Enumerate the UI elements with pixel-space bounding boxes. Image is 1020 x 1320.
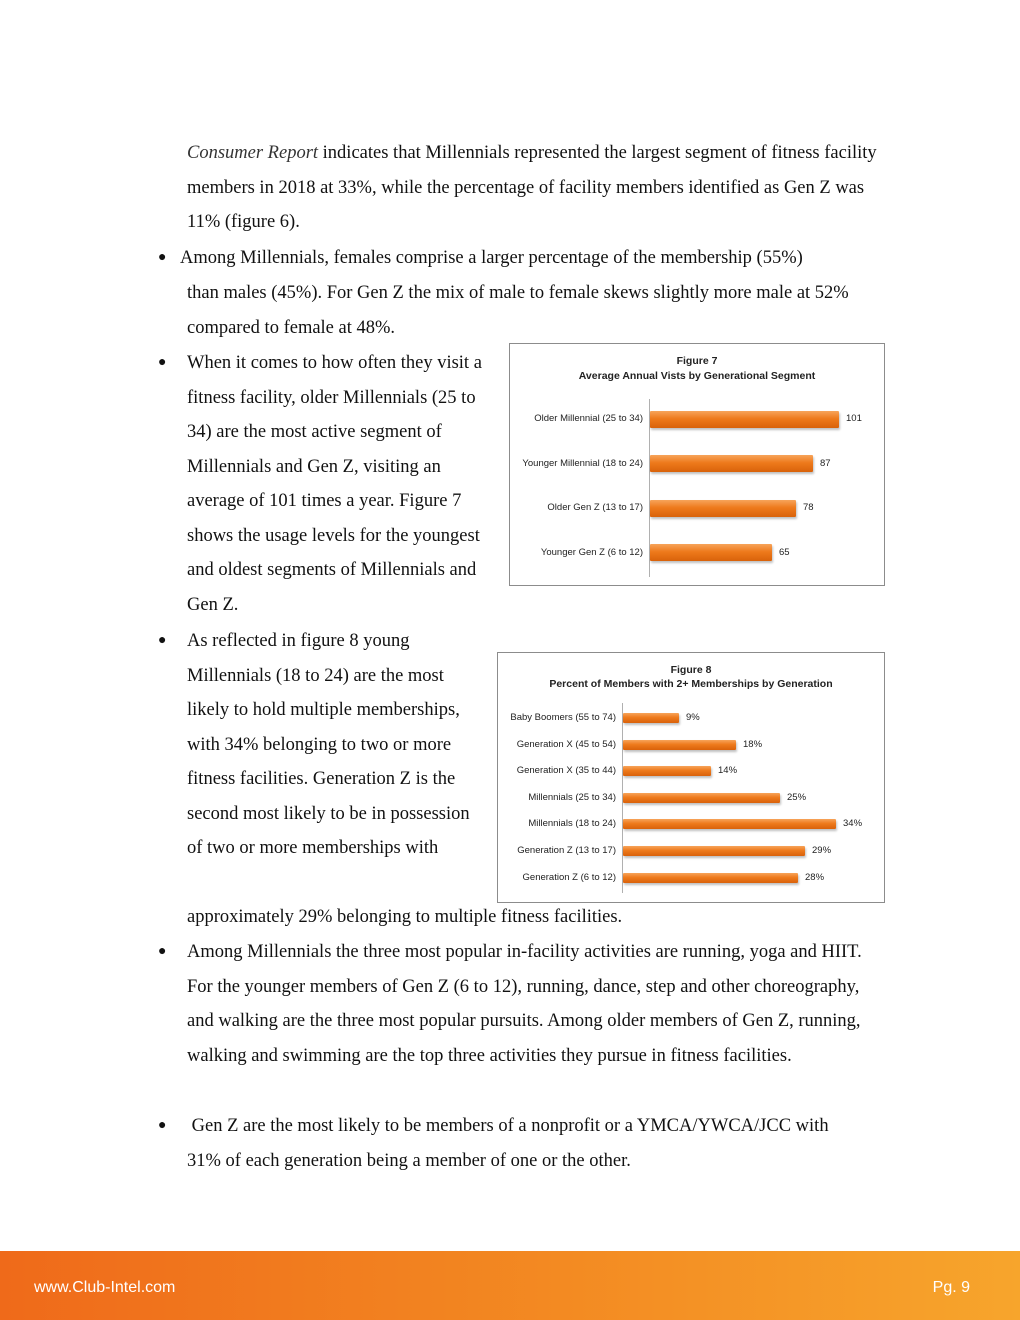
category-label: Baby Boomers (55 to 74) xyxy=(510,712,616,723)
bar xyxy=(650,411,839,428)
page-number: Pg. 9 xyxy=(932,1279,970,1296)
category-label: Younger Millennial (18 to 24) xyxy=(522,457,643,469)
data-label: 101 xyxy=(846,413,862,424)
data-label: 9% xyxy=(686,712,700,723)
bullet-dot: ● xyxy=(158,1118,167,1133)
bullet-dot: ● xyxy=(158,944,167,959)
category-label: Older Gen Z (13 to 17) xyxy=(547,502,643,513)
data-label: 78 xyxy=(803,502,814,513)
chart-title: Figure 8 xyxy=(670,664,712,676)
data-label: 65 xyxy=(779,546,790,558)
report-title: Consumer Report xyxy=(187,143,319,163)
category-label: Millennials (18 to 24) xyxy=(528,818,616,830)
data-label: 28% xyxy=(805,871,825,883)
bar xyxy=(623,873,798,883)
bullet-5 xyxy=(187,1109,867,1178)
category-label: Millennials (25 to 34) xyxy=(528,791,616,803)
bar xyxy=(623,846,805,856)
intro-text: indicates that Millennials represented the largest segment of fitness facility members in 2018 at 33%, while the percentage of facility members identified as Gen Z was 11% (figure 6). xyxy=(187,143,877,232)
bullet-5-text: Gen Z are the most likely to be members of a nonprofit or a YMCA/YWCA/JCC with 31% of each generation being a member of one or the other. xyxy=(187,1116,829,1171)
bullet-4: Among Millennials the three most popular in-facility activities are running, yoga and HIIT. For the younger members of Gen Z (6 to 12), running, dance, step and other choreography, and walking are the three most popular pursuits. Among older members of Gen Z, running, walking and swimming are the top three activities they pursue in fitness facilities. xyxy=(187,942,862,1066)
bar xyxy=(623,793,780,803)
bullet-dot: ● xyxy=(158,355,167,370)
bar xyxy=(623,766,711,776)
category-label: Generation Z (13 to 17) xyxy=(517,845,616,856)
data-label: 18% xyxy=(743,738,763,750)
figure-7-chart xyxy=(509,343,885,586)
category-label: Generation Z (6 to 12) xyxy=(522,871,616,883)
bullet-dot: ● xyxy=(158,633,167,648)
footer-website-link[interactable]: www.Club-Intel.com xyxy=(34,1279,176,1296)
data-label: 25% xyxy=(787,791,807,803)
chart-title: Figure 7 xyxy=(676,355,718,367)
data-label: 87 xyxy=(820,457,831,469)
data-label: 14% xyxy=(718,765,738,777)
bullet-1 xyxy=(180,241,890,276)
data-label: 29% xyxy=(812,845,832,856)
chart-subtitle: Average Annual Vists by Generational Segment xyxy=(578,370,816,382)
bullet-1-first-line: Among Millennials, females comprise a larger percentage of the membership (55%) xyxy=(180,248,803,268)
bullet-3: As reflected in figure 8 young Millennials (18 to 24) are the most likely to hold multiple memberships, with 34% belonging to two or more fitness facilities. Generation Z is the second most likely to be in possession of two or more memberships with xyxy=(187,631,470,858)
bullet-1-continued: than males (45%). For Gen Z the mix of male to female skews slightly more male at 52% compared to female at 48%. xyxy=(187,283,849,338)
category-label: Younger Gen Z (6 to 12) xyxy=(540,546,643,558)
category-label: Older Millennial (25 to 34) xyxy=(534,413,643,424)
bullet-dot: ● xyxy=(158,250,167,265)
bar xyxy=(650,455,813,472)
bullet-3-continued: approximately 29% belonging to multiple fitness facilities. xyxy=(187,907,623,927)
bar xyxy=(650,544,772,561)
bar xyxy=(650,500,796,517)
category-label: Generation X (45 to 54) xyxy=(516,738,616,750)
intro-paragraph xyxy=(187,136,887,240)
bar xyxy=(623,713,679,723)
category-label: Generation X (35 to 44) xyxy=(516,765,616,777)
data-label: 34% xyxy=(843,818,863,830)
bar xyxy=(623,740,736,750)
page-footer xyxy=(0,1251,1020,1320)
chart-subtitle: Percent of Members with 2+ Memberships by Generation xyxy=(549,678,833,690)
figure-8-chart xyxy=(497,652,885,903)
bullet-2: When it comes to how often they visit a fitness facility, older Millennials (25 to 34) are the most active segment of Millennials and Gen Z, visiting an average of 101 times a year. Figure 7 shows the usage levels for the youngest and oldest segments of Millennials and Gen Z. xyxy=(187,353,482,615)
bar xyxy=(623,819,836,829)
